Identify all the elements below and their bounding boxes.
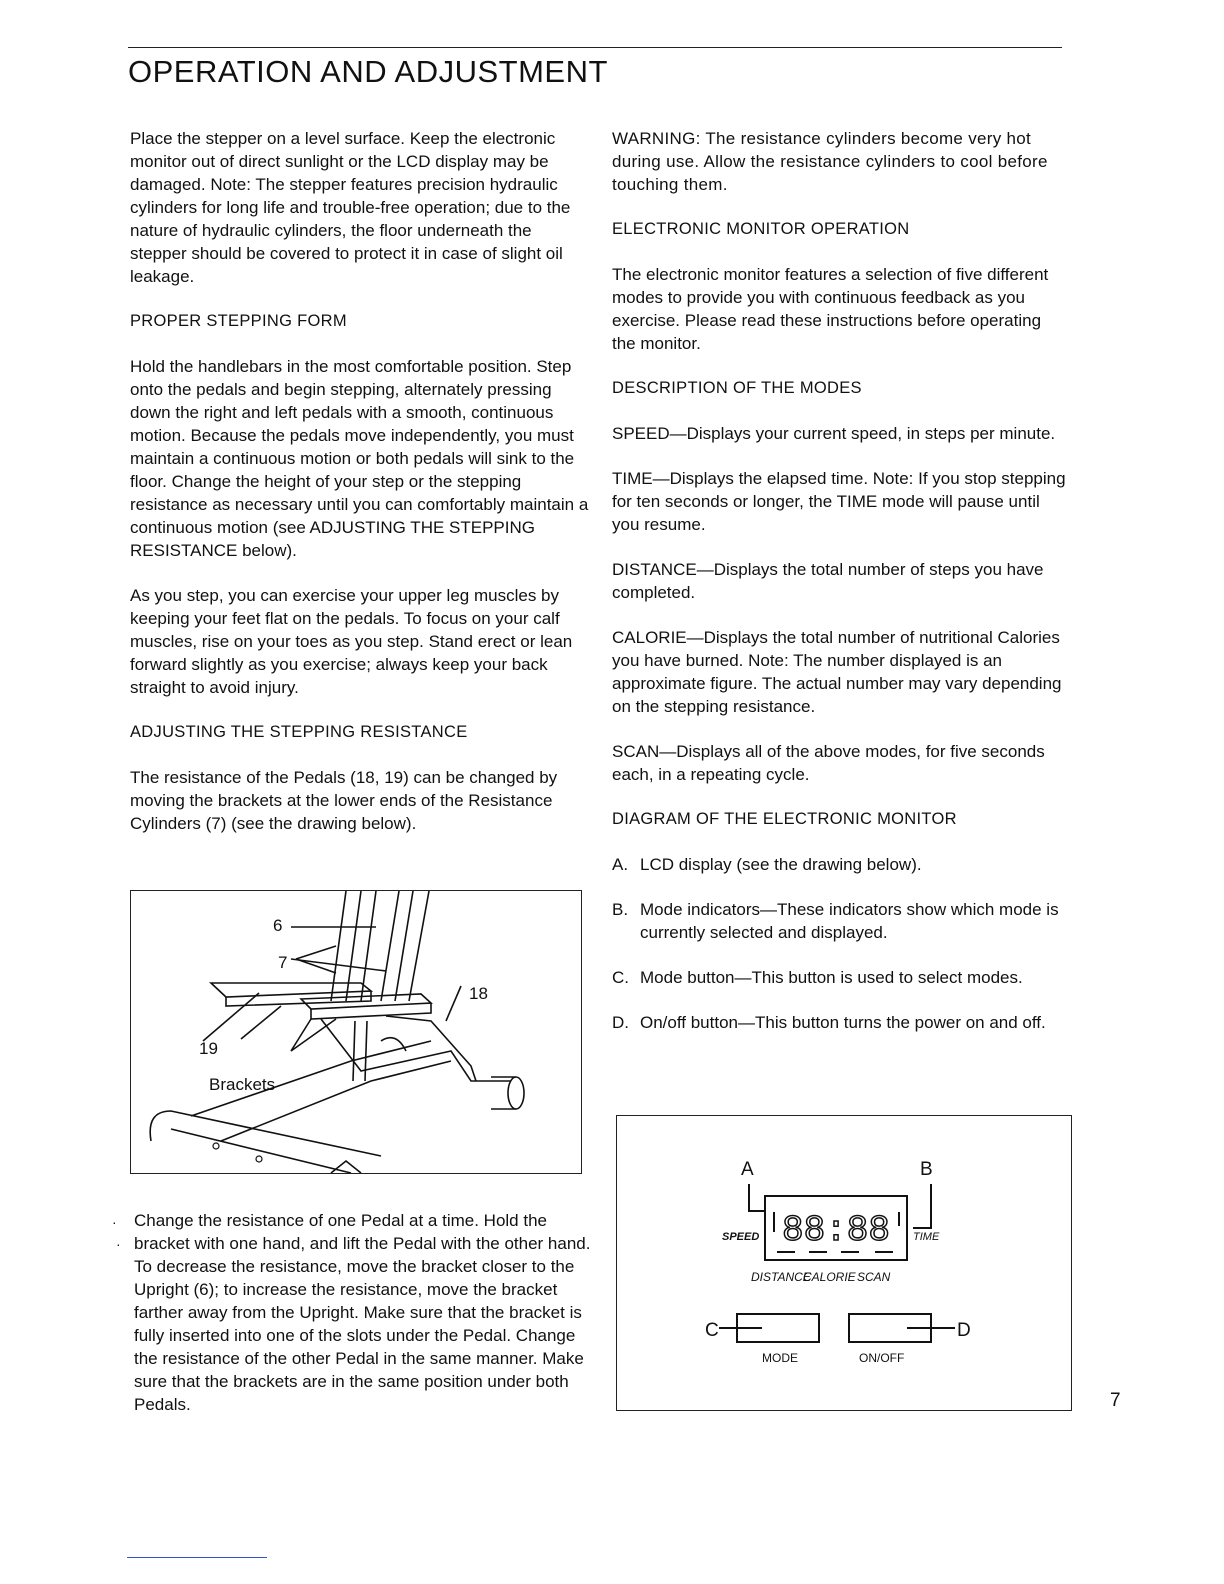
scan-indicator: SCAN (857, 1270, 891, 1284)
speed-indicator: SPEED (722, 1231, 760, 1243)
list-item-letter: C. (612, 968, 629, 987)
list-item-text: On/off button—This button turns the power on and off. (640, 1013, 1046, 1032)
warning-paragraph: WARNING: The resistance cylinders become very hot during use. Allow the resistance cylinders to cool before touching them. (612, 129, 1048, 194)
mode-time: TIME—Displays the elapsed time. Note: If you stop stepping for ten seconds or longer, the TIME mode will pause until you resume. (612, 469, 1066, 534)
monitor-operation-heading: ELECTRONIC MONITOR OPERATION (612, 220, 910, 238)
list-item (612, 966, 1067, 989)
page-number: 7 (1110, 1390, 1121, 1411)
monitor-label-c: C (705, 1320, 719, 1341)
list-item-text: LCD display (see the drawing below). (640, 855, 922, 874)
intro-paragraph: Place the stepper on a level surface. Keep the electronic monitor out of direct sunlight or the LCD display may be damaged. Note: The stepper features precision hydraulic cylinders for long life and trouble-free operation; due to the nature of hydraulic cylinders, the floor underneath the stepper should be covered to protect it in case of slight oil leakage. (130, 129, 571, 286)
label-brackets: Brackets (209, 1075, 276, 1094)
proper-form-heading: PROPER STEPPING FORM (130, 312, 347, 330)
page-title: OPERATION AND ADJUSTMENT (128, 54, 608, 89)
label-18: 18 (469, 984, 488, 1003)
list-item-letter: D. (612, 1013, 629, 1032)
top-rule (128, 47, 1062, 48)
onoff-button-label: ON/OFF (859, 1351, 905, 1365)
mode-calorie: CALORIE—Displays the total number of nutritional Calories you have burned. Note: The number displayed is an approximate figure. The actual number may vary depending on the stepping resistance. (612, 628, 1062, 716)
bullet-mark: · (116, 1236, 121, 1252)
monitor-diagram (616, 1115, 1072, 1411)
lcd-digits: 88:88 (781, 1210, 891, 1251)
list-item-letter: A. (612, 855, 629, 874)
resistance-paragraph: The resistance of the Pedals (18, 19) can be changed by moving the brackets at the lower ends of the Resistance Cylinders (7) (see the drawing below). (130, 768, 558, 833)
modes-heading: DESCRIPTION OF THE MODES (612, 379, 862, 397)
mode-scan: SCAN—Displays all of the above modes, for five seconds each, in a repeating cycle. (612, 742, 1045, 784)
mode-speed: SPEED—Displays your current speed, in steps per minute. (612, 424, 1056, 443)
distance-indicator: DISTANCE (751, 1270, 811, 1284)
proper-form-paragraph-2: As you step, you can exercise your upper leg muscles by keeping your feet flat on the pedals. To focus on your calf muscles, rise on your toes as you step. Stand erect or lean forward slightly as you exercise; always keep your back straight to avoid injury. (130, 586, 573, 697)
label-7: 7 (278, 953, 288, 972)
label-19: 19 (199, 1039, 218, 1058)
mode-distance: DISTANCE—Displays the total number of steps you have completed. (612, 560, 1044, 602)
diagram-heading: DIAGRAM OF THE ELECTRONIC MONITOR (612, 810, 957, 828)
left-column (130, 127, 590, 857)
stepper-drawing (130, 890, 582, 1174)
list-item (612, 853, 1067, 876)
resistance-heading: ADJUSTING THE STEPPING RESISTANCE (130, 723, 468, 741)
list-item-letter: B. (612, 900, 629, 919)
label-6: 6 (273, 916, 283, 935)
change-resistance-paragraph: Change the resistance of one Pedal at a time. Hold the bracket with one hand, and lift the Pedal with the other hand. To decrease the resistance, move the bracket closer to the Upright (6); to increase the resistance, move the bracket farther away from the Upright. Make sure that the bracket is fully inserted into one of the slots under the Pedal. Change the resistance of the other Pedal in the same manner. Make sure that the brackets are in the same position under both Pedals. (134, 1211, 591, 1414)
monitor-label-a: A (741, 1159, 754, 1180)
proper-form-paragraph-1: Hold the handlebars in the most comfortable position. Step onto the pedals and begin stepping, alternately pressing down the right and left pedals with a smooth, continuous motion. Because the pedals move independently, you must maintain a continuous motion or both pedals will sink to the floor. Change the height of your step or the stepping resistance as necessary until you can comfortably maintain a continuous motion (see ADJUSTING THE STEPPING RESISTANCE below). (130, 357, 589, 560)
calorie-indicator: CALORIE (803, 1270, 856, 1284)
bullet-mark: · (112, 1214, 117, 1230)
time-indicator: TIME (913, 1231, 940, 1243)
list-item-text: Mode indicators—These indicators show which mode is currently selected and displayed. (640, 900, 1059, 942)
right-column (612, 127, 1067, 1056)
monitor-label-d: D (957, 1320, 971, 1341)
monitor-operation-paragraph: The electronic monitor features a selection of five different modes to provide you with continuous feedback as you exercise. Please read these instructions before operating the monitor. (612, 265, 1049, 353)
list-item (612, 898, 1067, 944)
mode-button-label: MODE (762, 1351, 798, 1365)
bottom-rule (127, 1557, 267, 1558)
monitor-label-b: B (920, 1159, 933, 1180)
list-item (612, 1011, 1067, 1034)
list-item-text: Mode button—This button is used to select modes. (640, 968, 1023, 987)
